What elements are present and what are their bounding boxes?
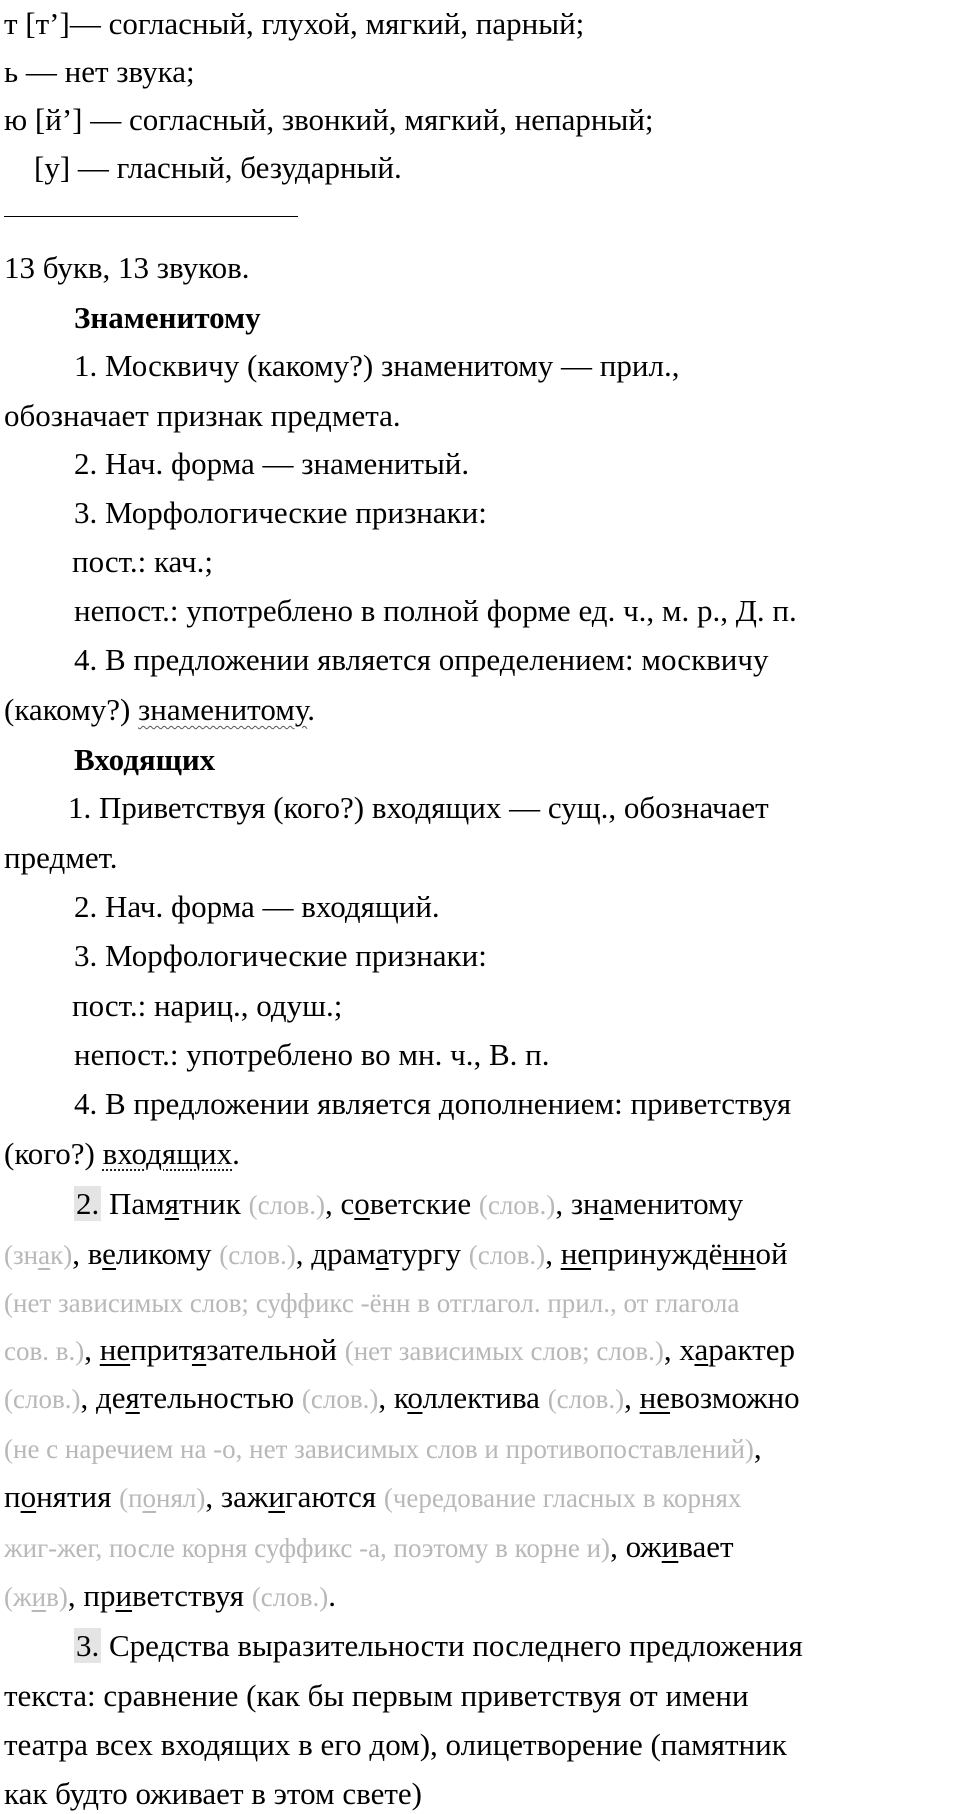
phonetic-line-t: т [т’]— согласный, глухой, мягкий, парный; [4, 6, 585, 41]
nonconstant-features: непост.: употреблено в полной форме ед. ч., м. р., Д. п. [74, 593, 797, 628]
task-number-2: 2. [76, 1186, 100, 1221]
task2-line-8 [4, 1527, 734, 1568]
section-title-vhodyaschih: Входящих [74, 742, 216, 777]
word-part: тургу [388, 1236, 469, 1271]
grey-note: (слов.) [478, 1190, 556, 1220]
grey-note: (чередование гласных в корнях [383, 1483, 742, 1513]
word-part: , [545, 1236, 561, 1271]
word-part: , зн [555, 1186, 600, 1221]
word-part: нятия [36, 1479, 120, 1514]
analysis-point-3: 3. Морфологические признаки: [74, 938, 487, 973]
grey-underlined-letter: а [38, 1240, 51, 1270]
object-underlined-word: входящих [102, 1136, 233, 1171]
grey-note: в) [46, 1582, 68, 1612]
grey-note: (не с наречием на -о, нет зависимых слов и противопоставлений) [4, 1434, 754, 1464]
word-part: менитому [613, 1186, 744, 1221]
word-part: ллектива [422, 1380, 548, 1415]
grey-note: (слов.) [4, 1384, 81, 1414]
underlined-letter: я [191, 1332, 207, 1367]
word-part: тельностью [139, 1380, 302, 1415]
underlined-letters: не [99, 1332, 131, 1367]
task-number-3: 3. [76, 1628, 100, 1663]
word-part: возможно [670, 1380, 800, 1415]
word-part: п [4, 1479, 21, 1514]
grey-note: (нет зависимых слов; слов.) [344, 1336, 664, 1366]
underlined-letter: я [164, 1186, 180, 1221]
grey-note: жиг-жег, после корня суффикс -а, поэтому в корне и) [4, 1533, 611, 1563]
analysis-point-4-cont [4, 1134, 240, 1174]
grey-note: (слов.) [251, 1582, 329, 1612]
grey-note: (слов.) [301, 1384, 379, 1414]
task2-line-1 [74, 1184, 743, 1225]
word-part: , драм [295, 1236, 376, 1271]
underlined-letter: е [102, 1236, 116, 1271]
word-part: принуждё [591, 1236, 723, 1271]
word-part: ой [755, 1236, 788, 1271]
task3-line-2: текста: сравнение (как бы первым приветствуя от имени [4, 1678, 749, 1713]
grey-note: (п [119, 1483, 143, 1513]
word-part: зательной [206, 1332, 345, 1367]
underlined-letter: о [20, 1479, 37, 1514]
question-text: (кого?) [4, 1136, 103, 1171]
attribute-underlined-word: знаменитому [138, 692, 308, 727]
period: . [307, 692, 315, 727]
word-part: ликому [115, 1236, 220, 1271]
constant-features: пост.: кач.; [72, 544, 214, 579]
underlined-letter: о [407, 1380, 423, 1415]
underlined-letter: о [354, 1186, 370, 1221]
word-part: тник [179, 1186, 249, 1221]
word-part: ветские [369, 1186, 479, 1221]
task2-line-6 [4, 1428, 762, 1469]
grey-note: (слов.) [468, 1240, 546, 1270]
word-part: , пр [67, 1578, 116, 1613]
task3-text: Средства выразительности последнего предложения [101, 1628, 803, 1663]
word-part: . [328, 1578, 337, 1613]
nonconstant-features: непост.: употреблено во мн. ч., В. п. [74, 1037, 550, 1072]
word-part: , с [325, 1186, 355, 1221]
grey-note: сов. в.) [4, 1336, 85, 1366]
task2-line-7 [4, 1477, 741, 1518]
word-part: , в [72, 1236, 103, 1271]
grey-note: (слов.) [547, 1384, 625, 1414]
grey-underlined-letter: и [31, 1582, 47, 1612]
underlined-letter: я [125, 1380, 140, 1415]
word-part: , х [663, 1332, 695, 1367]
underlined-letter: и [115, 1578, 133, 1613]
section-title-znamenitomu: Знаменитому [74, 300, 261, 335]
underlined-letter: и [268, 1479, 285, 1514]
underlined-letter: и [661, 1529, 679, 1564]
phonetic-line-soft-sign: ь — нет звука; [4, 54, 195, 89]
task2-line-5 [4, 1378, 800, 1419]
word-part: , ож [610, 1529, 662, 1564]
underlined-letter: а [694, 1332, 709, 1367]
letters-sounds-count: 13 букв, 13 звуков. [4, 250, 250, 285]
word-part: рактер [708, 1332, 795, 1367]
grey-note: (ж [4, 1582, 32, 1612]
analysis-point-4-cont [4, 690, 315, 730]
analysis-point-2: 2. Нач. форма — входящий. [74, 889, 440, 924]
word-part: , де [80, 1380, 126, 1415]
separator-line [4, 216, 298, 217]
period: . [232, 1136, 240, 1171]
analysis-point-3: 3. Морфологические признаки: [74, 495, 487, 530]
analysis-point-2: 2. Нач. форма — знаменитый. [74, 446, 470, 481]
task2-line-9 [4, 1576, 336, 1617]
word-part: Пам [101, 1186, 165, 1221]
phonetic-line-u: [у] — гласный, безударный. [34, 150, 402, 185]
grey-note: нял) [156, 1483, 206, 1513]
word-part: , [84, 1332, 100, 1367]
word-part: вает [678, 1529, 734, 1564]
constant-features: пост.: нариц., одуш.; [72, 988, 343, 1023]
grey-note: (зн [4, 1240, 39, 1270]
underlined-letters: не [560, 1236, 592, 1271]
task2-line-4 [4, 1330, 795, 1371]
analysis-point-4: 4. В предложении является дополнением: приветствуя [74, 1086, 792, 1121]
underlined-letter: а [599, 1186, 614, 1221]
underlined-letters: не [639, 1380, 670, 1415]
phonetic-line-yu: ю [й’] — согласный, звонкий, мягкий, непарный; [4, 102, 654, 137]
task2-line-3 [4, 1282, 739, 1323]
underlined-letters: нн [722, 1236, 756, 1271]
task3-line-3: театра всех входящих в его дом), олицетворение (памятник [4, 1727, 787, 1762]
task3-line-1 [74, 1626, 803, 1666]
word-part: ветствуя [132, 1578, 252, 1613]
word-part: , заж [205, 1479, 269, 1514]
analysis-point-4: 4. В предложении является определением: москвичу [74, 642, 769, 677]
grey-underlined-letter: о [142, 1483, 157, 1513]
grey-note: (слов.) [219, 1240, 296, 1270]
grey-note: к) [50, 1240, 73, 1270]
analysis-point-1-cont: предмет. [4, 840, 118, 875]
analysis-point-1: 1. Приветствуя (кого?) входящих — сущ., обозначает [68, 790, 769, 825]
word-part: прит [130, 1332, 192, 1367]
question-text: (какому?) [4, 692, 139, 727]
task2-line-2 [4, 1234, 788, 1275]
grey-note: (слов.) [248, 1190, 326, 1220]
task3-line-4: как будто оживает в этом свете) [4, 1776, 422, 1811]
analysis-point-1-cont: обозначает признак предмета. [4, 398, 401, 433]
underlined-letter: а [375, 1236, 389, 1271]
grey-note: (нет зависимых слов; суффикс -ённ в отглагол. прил., от глагола [4, 1288, 740, 1318]
analysis-point-1: 1. Москвичу (какому?) знаменитому — прил., [74, 348, 680, 383]
word-part: , к [378, 1380, 408, 1415]
word-part: , [624, 1380, 640, 1415]
word-part: гаются [284, 1479, 384, 1514]
word-part: , [753, 1430, 762, 1465]
